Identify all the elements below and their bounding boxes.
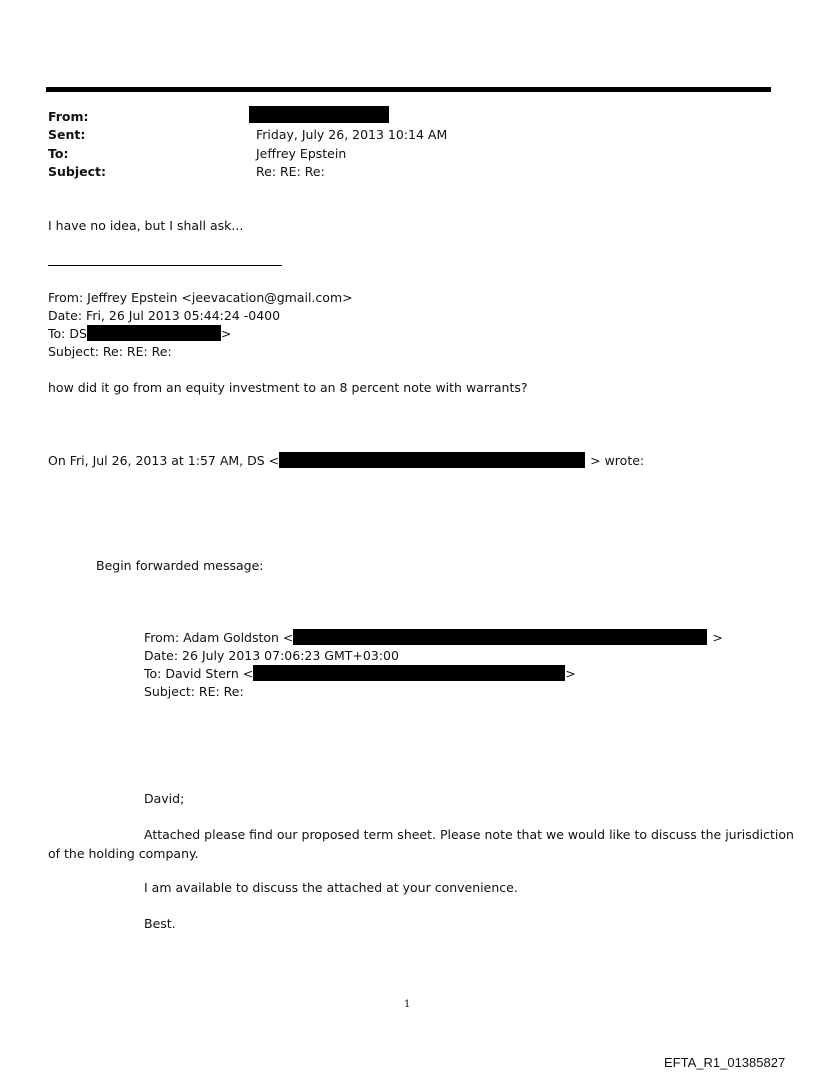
- quoted-subject: Subject: Re: RE: Re:: [48, 344, 172, 359]
- subject-value: Re: RE: Re:: [256, 164, 325, 179]
- paragraph-1-line-1: Attached please find our proposed term sheet. Please note that we would like to discuss the jurisdiction: [144, 827, 794, 842]
- wrote-line: [48, 452, 644, 469]
- forwarded-from: [144, 629, 723, 646]
- reply-body: I have no idea, but I shall ask...: [48, 218, 244, 233]
- quoted-date: Date: Fri, 26 Jul 2013 05:44:24 -0400: [48, 308, 281, 323]
- quote-divider: [48, 265, 282, 266]
- closing: Best.: [144, 916, 176, 931]
- forwarded-date: Date: 26 July 2013 07:06:23 GMT+03:00: [144, 648, 399, 663]
- header-divider: [46, 87, 771, 92]
- sent-label: Sent:: [48, 127, 86, 142]
- subject-label: Subject:: [48, 164, 106, 179]
- wrote-suffix: > wrote:: [590, 453, 645, 468]
- forward-intro: Begin forwarded message:: [96, 558, 264, 573]
- wrote-prefix: On Fri, Jul 26, 2013 at 1:57 AM, DS <: [48, 453, 280, 468]
- document-id: EFTA_R1_01385827: [664, 1055, 786, 1070]
- forwarded-subject: Subject: RE: Re:: [144, 684, 244, 699]
- sent-value: Friday, July 26, 2013 10:14 AM: [256, 127, 448, 142]
- to-label: To:: [48, 146, 69, 161]
- redacted-email: [293, 629, 707, 645]
- quoted-to: [48, 325, 231, 342]
- quoted-to-prefix: To: DS: [48, 326, 87, 341]
- redacted-email: [253, 665, 565, 681]
- redacted-email: [279, 452, 585, 468]
- forwarded-to: [144, 665, 576, 682]
- redacted-sender: [249, 106, 389, 123]
- quoted-body: how did it go from an equity investment to an 8 percent note with warrants?: [48, 380, 528, 395]
- forwarded-from-suffix: >: [712, 630, 723, 645]
- forwarded-to-prefix: To: David Stern <: [144, 666, 254, 681]
- page-number: 1: [404, 999, 411, 1010]
- paragraph-1-line-2: of the holding company.: [48, 846, 199, 861]
- redacted-recipient: [87, 325, 221, 341]
- salutation: David;: [144, 791, 185, 806]
- quoted-from: From: Jeffrey Epstein <jeevacation@gmail.com>: [48, 290, 353, 305]
- to-value: Jeffrey Epstein: [256, 146, 347, 161]
- from-label: From:: [48, 109, 89, 124]
- paragraph-2: I am available to discuss the attached at your convenience.: [144, 880, 518, 895]
- forwarded-to-suffix: >: [565, 666, 576, 681]
- forwarded-from-prefix: From: Adam Goldston <: [144, 630, 294, 645]
- quoted-to-suffix: >: [220, 326, 232, 341]
